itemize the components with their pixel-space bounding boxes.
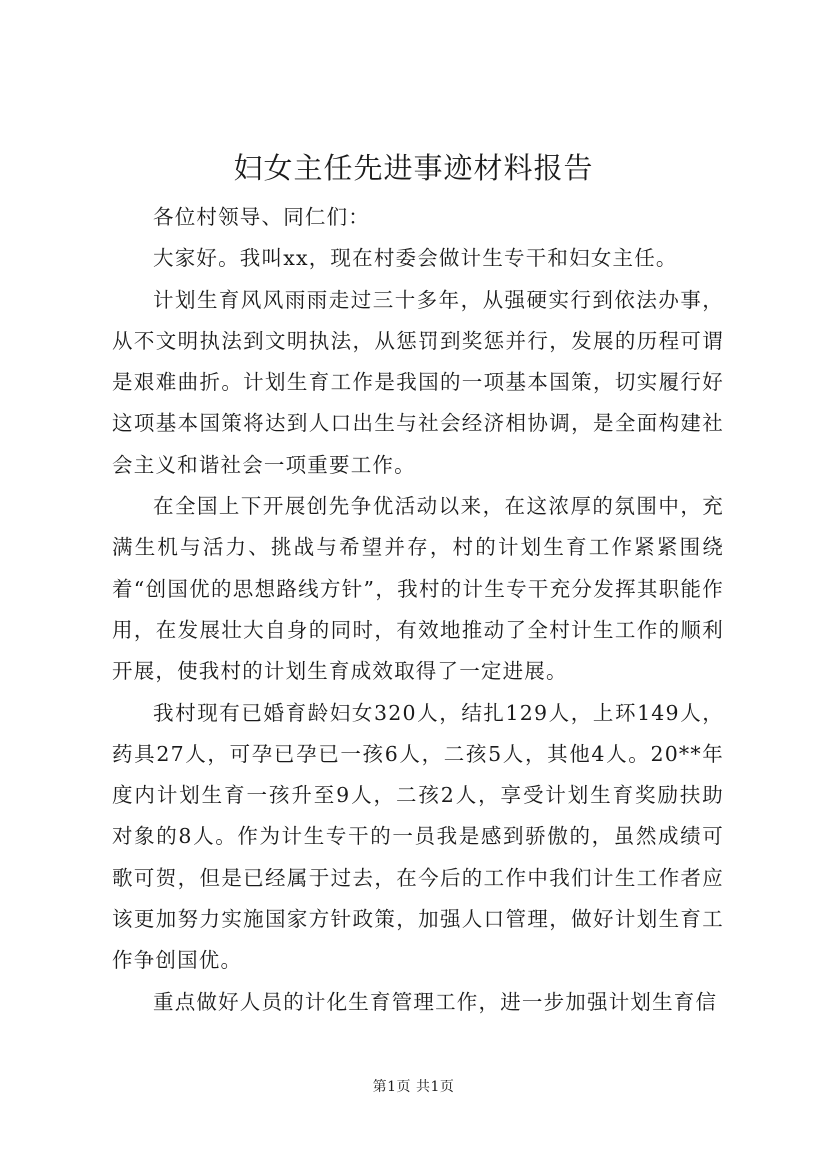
- paragraph-background: 计划生育风风雨雨走过三十多年，从强硬实行到依法办事，从不文明执法到文明执法，从惩罚到奖惩并行，发展的历程可谓是艰难曲折。计划生育工作是我国的一项基本国策，切实履行好这项基本国策将达到人口出生与社会经济相协调，是全面构建社会主义和谐社会一项重要工作。: [112, 287, 724, 477]
- paragraph-introduction: 大家好。我叫xx，现在村委会做计生专干和妇女主任。: [153, 246, 678, 271]
- document-title: 妇女主任先进事迹材料报告: [233, 151, 594, 185]
- page-footer: 第1页 共1页: [372, 1079, 455, 1095]
- paragraph-focus: 重点做好人员的计化生育管理工作，进一步加强计划生育信: [153, 989, 718, 1014]
- paragraph-greeting: 各位村领导、同仁们：: [153, 205, 370, 229]
- paragraph-statistics: 我村现有已婚育龄妇女320人，结扎129人，上环149人，药具27人，可孕已孕已一孩6人，二孩5人，其他4人。20**年度内计划生育一孩升至9人，二孩2人，享受计划生育奖励扶助对象的8人。作为计生专干的一员我是感到骄傲的，虽然成绩可歌可贺，但是已经属于过去，在今后的工作中我们计生工作者应该更加努力实施国家方针政策，加强人口管理，做好计划生育工作争创国优。: [112, 700, 724, 973]
- paragraph-activities: 在全国上下开展创先争优活动以来，在这浓厚的氛围中，充满生机与活力、挑战与希望并存，村的计划生育工作紧紧围绕着“创国优的思想路线方针”，我村的计生专干充分发挥其职能作用，在发展壮大自身的同时，有效地推动了全村计生工作的顺利开展，使我村的计划生育成效取得了一定进展。: [112, 494, 724, 684]
- document-body: [112, 197, 724, 1023]
